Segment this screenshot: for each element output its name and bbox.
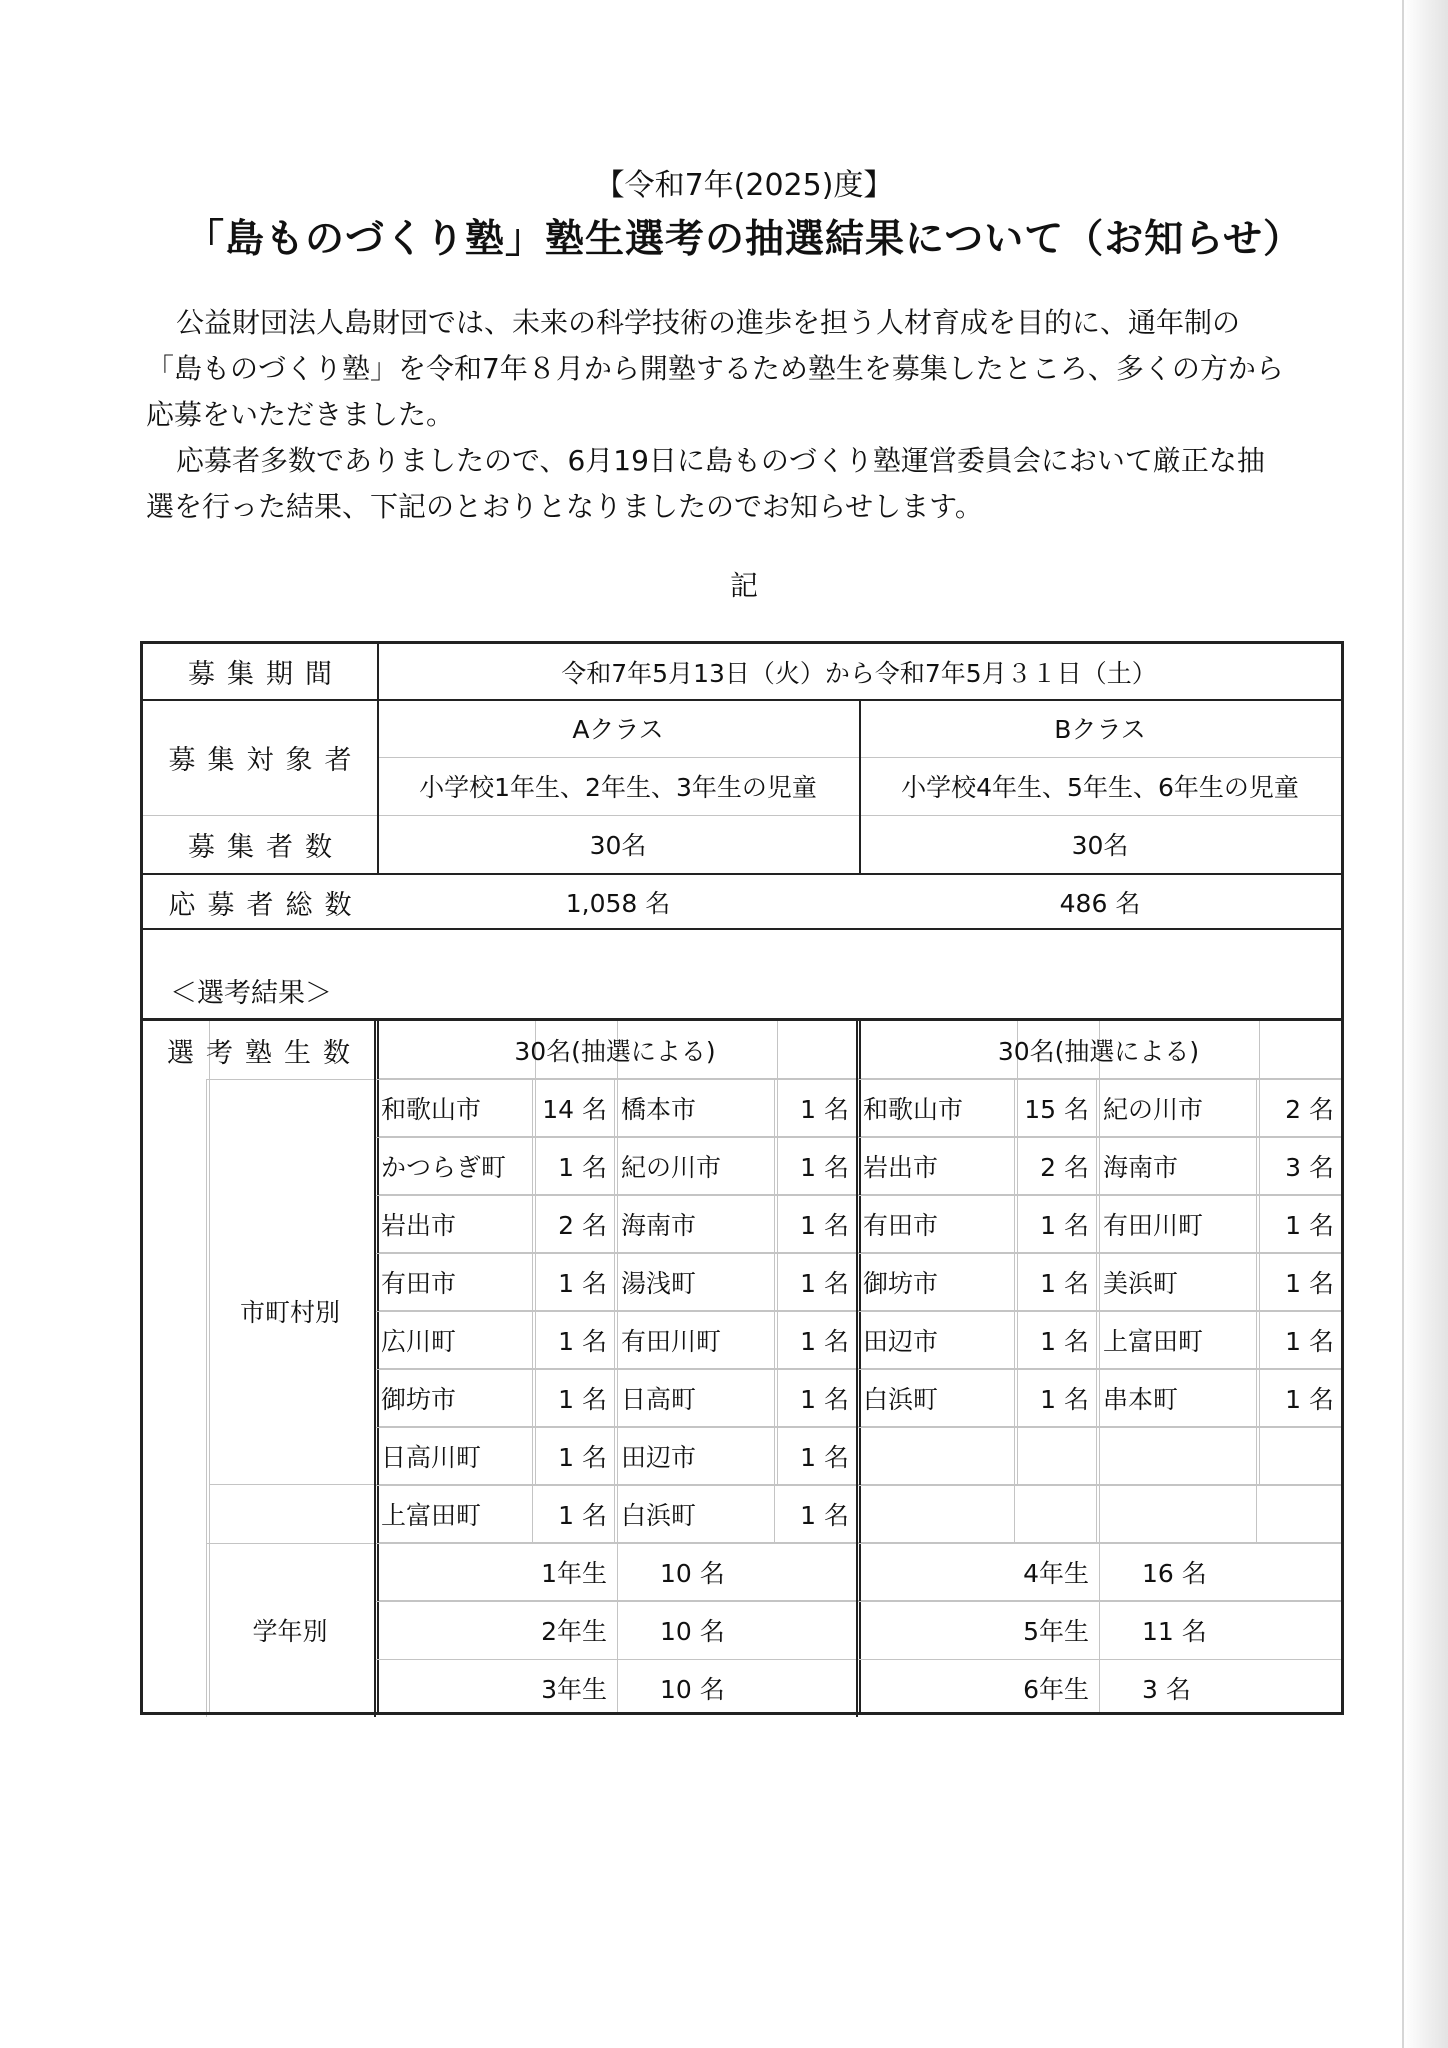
- municipality-name: 海南市: [621, 1211, 697, 1240]
- notice-year-heading: 【令和7年(2025)度】: [594, 168, 894, 203]
- municipality-name: 日高町: [621, 1385, 697, 1414]
- applicants-b: 486 名: [1059, 889, 1141, 918]
- selected-a: 30名(抽選による): [514, 1037, 716, 1066]
- municipality-name: 串本町: [1103, 1385, 1179, 1414]
- municipality-count: 1 名: [1285, 1327, 1334, 1356]
- municipality-name: かつらぎ町: [381, 1153, 507, 1182]
- quota-label: 募集者数: [188, 831, 344, 863]
- grade-name: 4年生: [1023, 1559, 1089, 1588]
- municipality-name: 岩出市: [863, 1153, 939, 1182]
- quota-a: 30名: [589, 831, 647, 860]
- municipality-count: 3 名: [1285, 1153, 1334, 1182]
- municipality-count: 1 名: [1285, 1385, 1334, 1414]
- body-line-4: 応募者多数でありましたので、6月19日に島ものづくり塾運営委員会において厳正な抽: [176, 444, 1265, 477]
- municipality-count: 1 名: [1040, 1269, 1089, 1298]
- class-b-header: Bクラス: [1054, 715, 1146, 744]
- municipality-count: 1 名: [800, 1095, 849, 1124]
- grade-count: 11 名: [1142, 1617, 1207, 1646]
- target-b: 小学校4年生、5年生、6年生の児童: [901, 773, 1299, 802]
- body-line-3: 応募をいただきました。: [146, 398, 455, 431]
- applicants-label: 応募者総数: [168, 889, 364, 921]
- grade-label: 学年別: [252, 1617, 328, 1646]
- municipality-count: 1 名: [800, 1153, 849, 1182]
- selected-label: 選考塾生数: [167, 1037, 362, 1069]
- period-label: 募集期間: [188, 659, 344, 690]
- municipality-count: 14 名: [542, 1095, 607, 1124]
- municipality-name: 田辺市: [621, 1443, 697, 1472]
- results-frame: [140, 1018, 1344, 1715]
- results-heading: ＜選考結果＞: [170, 977, 332, 1009]
- grade-count: 3 名: [1142, 1675, 1191, 1704]
- grade-name: 2年生: [541, 1617, 607, 1646]
- municipality-name: 有田川町: [1103, 1211, 1204, 1240]
- municipality-count: 1 名: [1285, 1269, 1334, 1298]
- municipality-count: 2 名: [1040, 1153, 1089, 1182]
- municipality-name: 海南市: [1103, 1153, 1179, 1182]
- municipality-name: 美浜町: [1103, 1269, 1179, 1298]
- municipality-count: 15 名: [1024, 1095, 1089, 1124]
- municipality-count: 1 名: [558, 1327, 607, 1356]
- grade-name: 1年生: [541, 1559, 607, 1588]
- body-line-5: 選を行った結果、下記のとおりとなりましたのでお知らせします。: [146, 490, 983, 523]
- target-label: 募集対象者: [168, 744, 364, 776]
- municipality-name: 有田市: [381, 1269, 457, 1298]
- grade-count: 16 名: [1142, 1559, 1207, 1588]
- municipality-count: 1 名: [800, 1211, 849, 1240]
- municipality-count: 1 名: [558, 1501, 607, 1530]
- municipality-name: 御坊市: [381, 1385, 457, 1414]
- municipality-count: 2 名: [558, 1211, 607, 1240]
- municipality-count: 2 名: [1285, 1095, 1334, 1124]
- municipality-count: 1 名: [800, 1385, 849, 1414]
- municipality-name: 湯浅町: [621, 1269, 697, 1298]
- period-value: 令和7年5月13日（火）から令和7年5月３１日（土）: [561, 658, 1157, 688]
- municipality-name: 紀の川市: [621, 1153, 722, 1182]
- municipality-name: 御坊市: [863, 1269, 939, 1298]
- municipality-name: 白浜町: [863, 1385, 939, 1414]
- municipality-name: 橋本市: [621, 1095, 697, 1124]
- municipality-name: 和歌山市: [863, 1095, 964, 1124]
- municipality-count: 1 名: [558, 1269, 607, 1298]
- municipality-name: 白浜町: [621, 1501, 697, 1530]
- grade-name: 3年生: [541, 1675, 607, 1704]
- grade-name: 5年生: [1023, 1617, 1089, 1646]
- target-label-cell: [143, 699, 377, 815]
- municipality-name: 上富田町: [381, 1501, 482, 1530]
- municipality-name: 有田川町: [621, 1327, 722, 1356]
- selected-b: 30名(抽選による): [997, 1037, 1200, 1066]
- municipality-name: 紀の川市: [1103, 1095, 1204, 1124]
- grade-count: 10 名: [660, 1559, 725, 1588]
- target-a: 小学校1年生、2年生、3年生の児童: [419, 773, 817, 802]
- applicants-label-cell: [143, 873, 377, 931]
- quota-b: 30名: [1071, 831, 1129, 860]
- municipality-count: 1 名: [800, 1501, 849, 1530]
- municipality-name: 上富田町: [1103, 1327, 1204, 1356]
- class-a-header: Aクラス: [572, 715, 664, 744]
- notice-body: [146, 300, 1346, 530]
- municipality-count: 1 名: [800, 1443, 849, 1472]
- applicants-a: 1,058 名: [565, 889, 671, 918]
- notice-title: 「島ものづくり塾」塾生選考の抽選結果について（お知らせ）: [184, 217, 1304, 262]
- municipality-count: 1 名: [1285, 1211, 1334, 1240]
- municipality-count: 1 名: [558, 1443, 607, 1472]
- ki-mark: 記: [730, 569, 759, 602]
- municipality-count: 1 名: [558, 1385, 607, 1414]
- quota-label-cell: [143, 815, 377, 873]
- grade-count: 10 名: [660, 1617, 725, 1646]
- body-line-1: 公益財団法人島財団では、未来の科学技術の進歩を担う人材育成を目的に、通年制の: [176, 306, 1241, 339]
- body-line-2: 「島ものづくり塾」を令和7年８月から開塾するため塾生を募集したところ、多くの方から: [146, 352, 1284, 385]
- municipality-count: 1 名: [558, 1153, 607, 1182]
- municipality-count: 1 名: [1040, 1211, 1089, 1240]
- municipality-count: 1 名: [1040, 1385, 1089, 1414]
- municipality-count: 1 名: [800, 1269, 849, 1298]
- municipality-count: 1 名: [1040, 1327, 1089, 1356]
- grade-name: 6年生: [1023, 1675, 1089, 1704]
- municipality-label: 市町村別: [239, 1298, 340, 1327]
- municipality-name: 和歌山市: [381, 1095, 482, 1124]
- grade-count: 10 名: [660, 1675, 725, 1704]
- municipality-name: 田辺市: [863, 1327, 939, 1356]
- scan-page-edge: [1404, 0, 1448, 2048]
- municipality-name: 岩出市: [381, 1211, 457, 1240]
- municipality-name: 広川町: [381, 1327, 457, 1356]
- municipality-count: 1 名: [800, 1327, 849, 1356]
- municipality-name: 有田市: [863, 1211, 939, 1240]
- municipality-name: 日高川町: [381, 1443, 482, 1472]
- period-label-cell: [143, 644, 377, 699]
